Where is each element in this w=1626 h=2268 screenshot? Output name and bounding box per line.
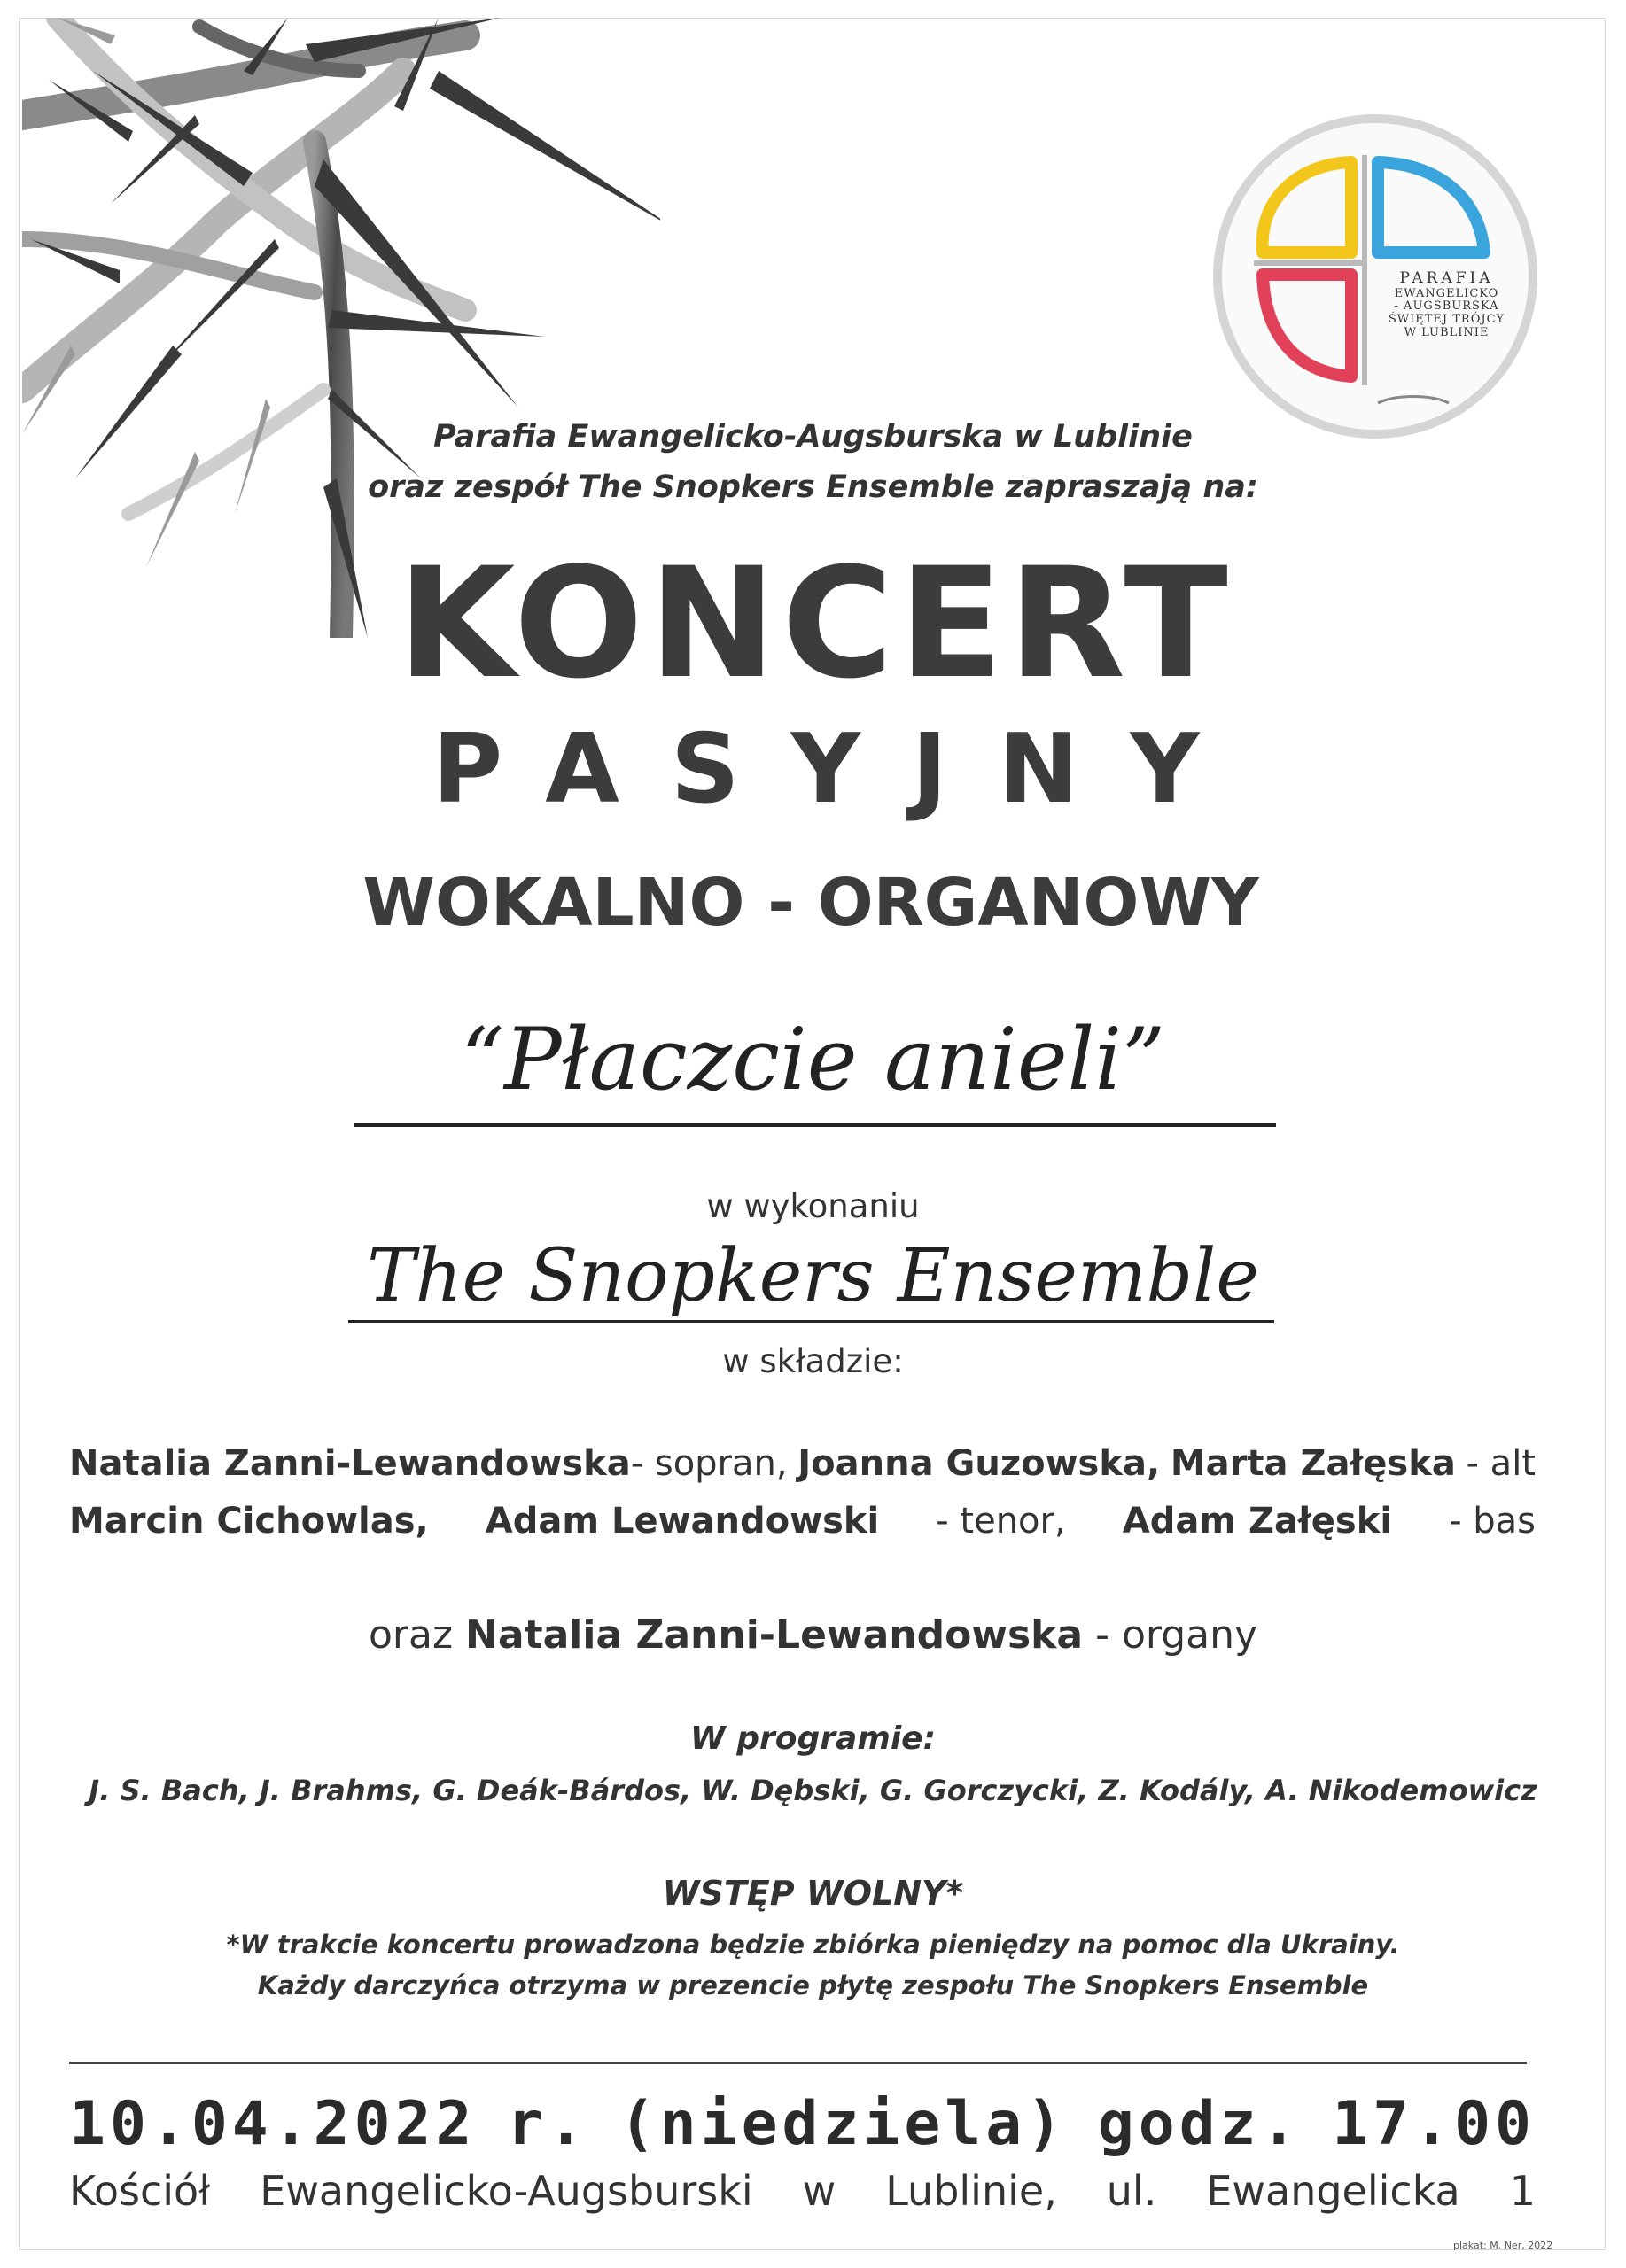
- place-word: Ewangelicka: [1206, 2167, 1460, 2215]
- singer-name: Adam Lewandowski: [485, 1501, 880, 1542]
- singer-name: Marcin Cichowlas,: [69, 1501, 429, 1542]
- logo-line-3: - AUGSBURSKA: [1394, 299, 1499, 314]
- ensemble-name: The Snopkers Ensemble: [367, 1234, 1259, 1318]
- admission-heading: WSTĘP WOLNY*: [662, 1874, 964, 1913]
- place-word: w: [802, 2167, 836, 2215]
- invitation-line-2: oraz zespół The Snopkers Ensemble zapraszają na:: [368, 470, 1258, 505]
- ensemble-name-underline: [348, 1320, 1274, 1323]
- event-place-line: [69, 2167, 1536, 2215]
- admission-note-2: Każdy darczyńca otrzyma w prezencie płytę zespołu The Snopkers Ensemble: [257, 1970, 1369, 2000]
- title-koncert: KONCERT: [397, 534, 1233, 712]
- organ-line: [0, 1612, 1626, 1658]
- organ-prefix: oraz: [368, 1612, 454, 1658]
- singer-name: Joanna Guzowska,: [797, 1443, 1161, 1484]
- lineup-row-1: [69, 1443, 1536, 1484]
- logo-line-4: ŚWIĘTEJ TRÓJCY: [1388, 313, 1505, 327]
- voice-part: - sopran,: [630, 1443, 788, 1484]
- program-heading: W programie:: [690, 1720, 936, 1757]
- place-word: Lublinie,: [885, 2167, 1057, 2215]
- place-word: Kościół: [69, 2167, 211, 2215]
- event-time: 17.00: [1332, 2089, 1536, 2159]
- voice-part: - alt: [1466, 1443, 1536, 1484]
- admission-note-1: *W trakcie koncertu prowadzona będzie zbiórka pieniędzy na pomoc dla Ukrainy.: [226, 1930, 1400, 1960]
- parish-logo-text: [1387, 270, 1506, 340]
- event-r: r.: [507, 2089, 589, 2159]
- invitation-line-1: Parafia Ewangelicko-Augsburska w Lublinie: [433, 419, 1193, 454]
- concert-name: “Płaczcie anieli”: [460, 1010, 1166, 1109]
- voice-part: - tenor,: [936, 1501, 1066, 1542]
- logo-line-1: PARAFIA: [1399, 269, 1494, 287]
- place-word: 1: [1509, 2167, 1536, 2215]
- lineup-row-2: [69, 1501, 1536, 1542]
- event-date: 10.04.2022: [69, 2089, 477, 2159]
- singer-name: Adam Załęski: [1122, 1501, 1393, 1542]
- singer-name: Marta Załęska: [1170, 1443, 1456, 1484]
- place-word: ul.: [1106, 2167, 1157, 2215]
- voice-part: - bas: [1449, 1501, 1536, 1542]
- divider: [69, 2062, 1527, 2064]
- place-word: Ewangelicko-Augsburski: [260, 2167, 753, 2215]
- singer-name: Natalia Zanni-Lewandowska: [69, 1443, 631, 1484]
- organ-suffix: - organy: [1095, 1612, 1258, 1658]
- concert-name-underline: [354, 1123, 1276, 1127]
- poster-credit: plakat: M. Ner, 2022: [1453, 2240, 1553, 2251]
- organist-name: Natalia Zanni-Lewandowska: [465, 1612, 1084, 1658]
- logo-line-2: EWANGELICKO: [1394, 286, 1499, 300]
- composition-label: w składzie:: [722, 1342, 904, 1380]
- title-type: WOKALNO - ORGANOWY: [362, 865, 1259, 941]
- performed-by-label: w wykonaniu: [706, 1187, 920, 1225]
- event-day: (niedziela): [619, 2089, 1068, 2159]
- event-date-line: [69, 2089, 1536, 2159]
- title-pasyjny: PASYJNY: [432, 714, 1251, 825]
- program-composers: J. S. Bach, J. Brahms, G. Deák-Bárdos, W. Dębski, G. Gorczycki, Z. Kodály, A. Nikodemowicz: [89, 1774, 1537, 1807]
- logo-line-5: W LUBLINIE: [1404, 326, 1490, 340]
- event-godz: godz.: [1097, 2089, 1302, 2159]
